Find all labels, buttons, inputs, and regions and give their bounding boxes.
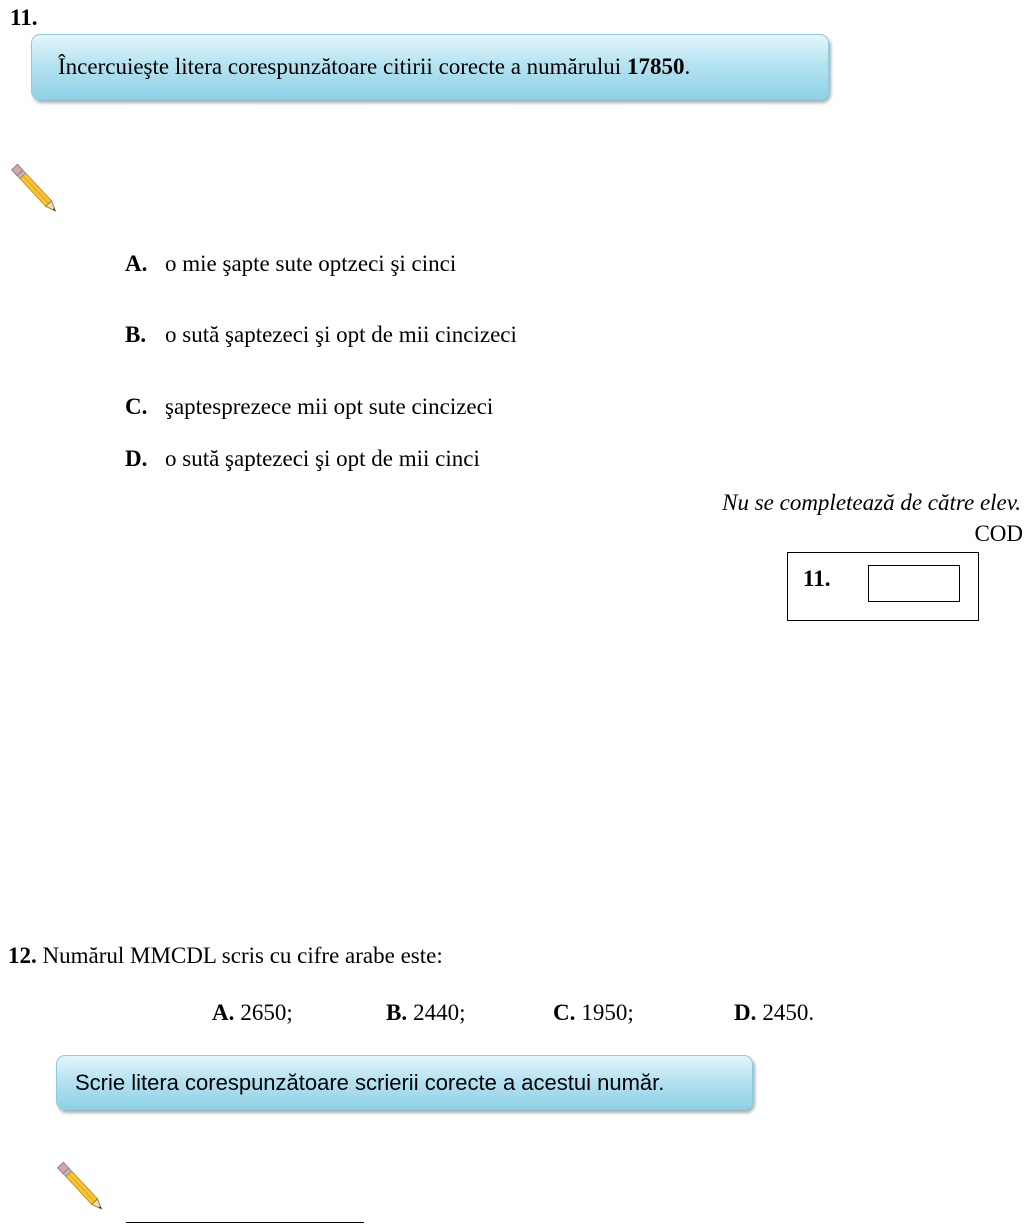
instruction-text: Încercuieşte litera corespunzătoare citirii corecte a numărului [58,54,627,79]
question-12-instruction-box [56,1055,753,1110]
option-letter: A. [125,251,148,276]
code-score-field[interactable] [868,565,960,602]
pencil-icon [4,156,66,222]
question-11-instruction-box [31,34,829,100]
code-box-11 [787,552,979,621]
option-letter: C. [553,1000,576,1025]
answer-line[interactable] [126,1221,364,1223]
question-12-text: Numărul MMCDL scris cu cifre arabe este: [36,943,443,968]
question-11-option-a[interactable] [125,251,456,277]
option-text: o sută şaptezeci şi opt de mii cinci [165,446,480,471]
question-11-option-b[interactable] [125,322,517,348]
instruction-period: . [684,54,691,79]
option-letter: D. [125,446,148,471]
option-letter: B. [125,322,147,347]
question-11-option-c[interactable] [125,394,493,420]
question-12-option-d[interactable] [734,1000,814,1026]
grader-note: Nu se completează de către elev. [722,490,1021,515]
code-label: COD [974,521,1023,546]
question-12-option-b[interactable] [386,1000,465,1026]
option-letter: B. [386,1000,408,1025]
question-11-instruction [58,54,690,80]
question-12-stem [8,943,443,969]
option-letter: D. [734,1000,757,1025]
option-text: 2450. [762,1000,815,1025]
question-11-option-d[interactable] [125,446,480,472]
question-11-number: 11. [10,5,38,30]
instruction-number: 17850 [626,54,685,79]
question-12-option-c[interactable] [553,1000,634,1026]
option-text: 2650; [240,1000,293,1025]
option-letter: A. [212,1000,235,1025]
option-text: şaptesprezece mii opt sute cincizeci [165,394,494,419]
option-letter: C. [125,394,148,419]
option-text: 1950; [581,1000,634,1025]
option-text: o mie şapte sute optzeci şi cinci [165,251,457,276]
question-12-instruction: Scrie litera corespunzătoare scrierii corecte a acestui număr. [75,1069,665,1095]
question-12-option-a[interactable] [212,1000,293,1026]
code-box-label: 11. [803,566,831,591]
pencil-icon [50,1154,112,1220]
question-12-number: 12. [8,943,37,968]
option-text: o sută şaptezeci şi opt de mii cincizeci [165,322,517,347]
option-text: 2440; [413,1000,466,1025]
